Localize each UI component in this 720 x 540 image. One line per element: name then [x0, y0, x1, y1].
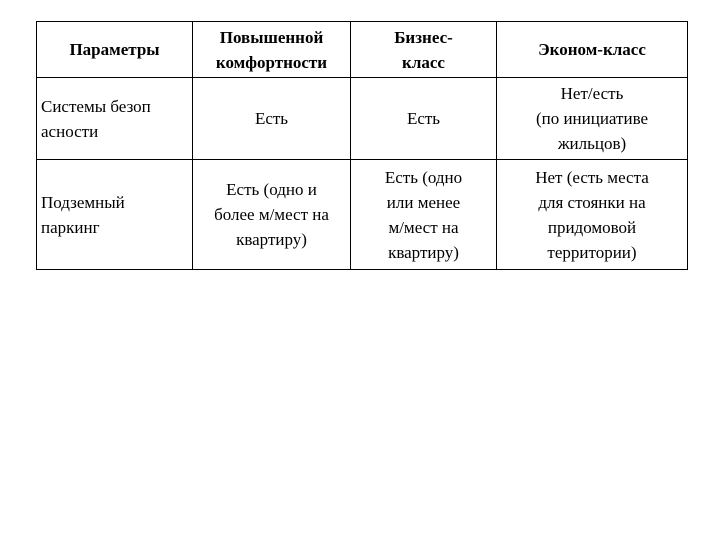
header-business-class-label: Бизнес- класс [394, 27, 453, 72]
parking-parameter-cell [37, 160, 193, 270]
table-header-row [37, 22, 688, 78]
security-systems-parameter-cell [37, 78, 193, 160]
header-high-comfort-label: Повышенной комфортности [215, 27, 328, 72]
table-row-underground-parking [37, 160, 688, 270]
security-high-comfort-value: Есть [254, 109, 289, 128]
header-economy-class-label: Эконом-класс [538, 40, 646, 59]
security-economy-value: Нет/есть (по инициативе жильцов) [535, 84, 649, 153]
parking-high-comfort-cell [193, 160, 351, 270]
header-parameters [37, 22, 193, 78]
header-business-class [351, 22, 497, 78]
security-economy-cell [497, 78, 688, 160]
security-systems-parameter: Системы безоп асности [41, 96, 151, 141]
security-business-value: Есть [406, 109, 441, 128]
parking-parameter: Подземный паркинг [41, 192, 125, 237]
housing-class-parameters-table [36, 21, 688, 270]
parking-high-comfort-value: Есть (одно и более м/мест на квартиру) [214, 180, 329, 249]
parking-business-cell [351, 160, 497, 270]
header-economy-class [497, 22, 688, 78]
table-row-security-systems [37, 78, 688, 160]
parking-economy-value: Нет (есть места для стоянки на придомовой территории) [535, 167, 649, 262]
header-parameters-label: Параметры [69, 40, 160, 59]
parking-business-value: Есть (одно или менее м/мест на квартиру) [384, 167, 463, 262]
header-high-comfort [193, 22, 351, 78]
security-high-comfort-cell [193, 78, 351, 160]
parking-economy-cell [497, 160, 688, 270]
security-business-cell [351, 78, 497, 160]
